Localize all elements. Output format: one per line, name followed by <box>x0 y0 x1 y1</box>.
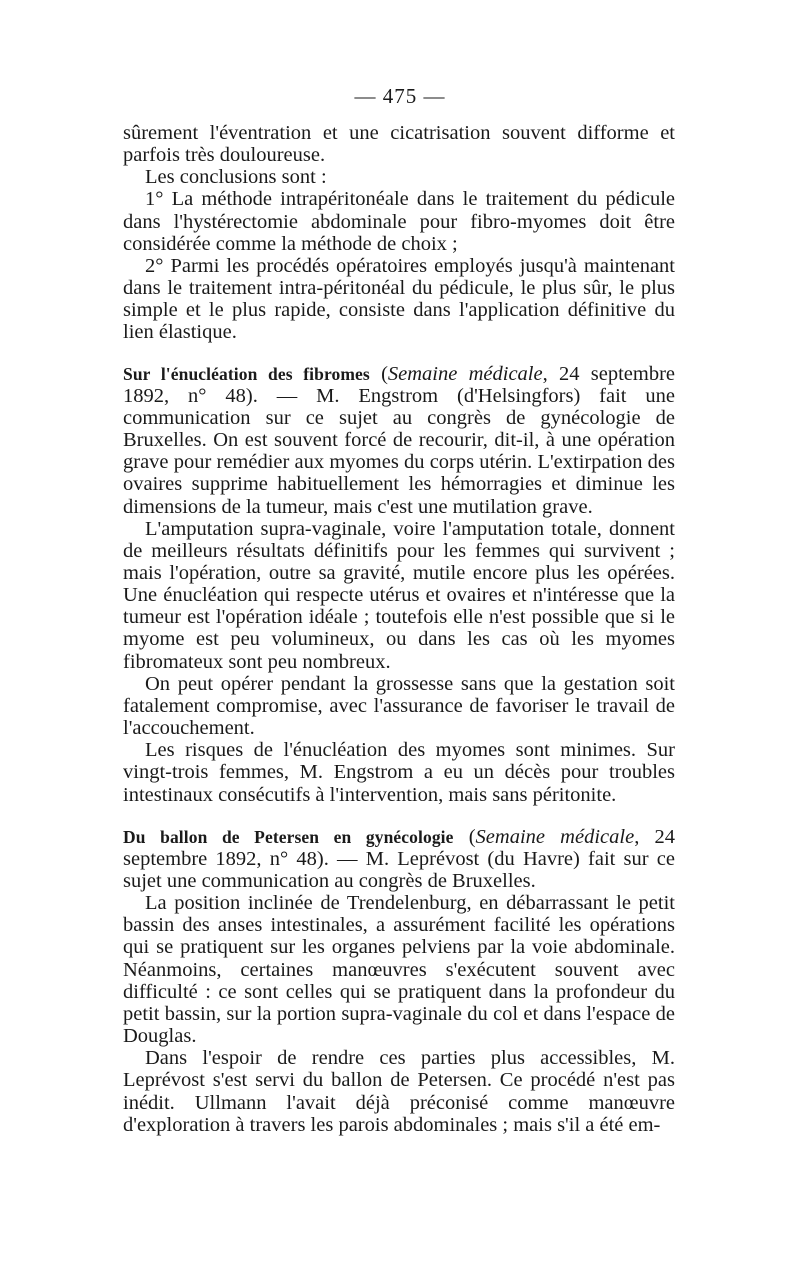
page-text <box>123 122 675 1136</box>
page-number: — 475 — <box>354 84 446 108</box>
section-heading: Sur l'énucléation des fibromes <box>123 363 370 384</box>
citation-text: , 24 septembre 1892, n° 48). — M. Leprévost (du Havre) fait sur ce sujet une communication au congrès de Bruxelles. <box>123 825 676 892</box>
conclusion-item: 1° La méthode intrapéritonéale dans le traitement du pédicule dans l'hystérectomie abdominale pour fibro-myomes doit être considérée comme la méthode de choix ; <box>123 188 675 255</box>
section-enucleation-intro <box>123 363 675 518</box>
citation-text: , 24 septembre 1892, n° 48). — M. Engstrom (d'Helsingfors) fait une communication sur ce sujet au congrès de gynécologie de Bruxelles. On est souvent forcé de recourir, dit-il, à une opération grave pour remédier aux myomes du corps utérin. L'extirpation des ovaires supprime habituellement les hémorragies et diminue les dimensions de la tumeur, mais c'est une mutilation grave. <box>123 362 675 518</box>
section-ballon-intro <box>123 826 675 892</box>
paragraph: La position inclinée de Trendelenburg, en débarrassant le petit bassin des anses intestinales, a assurément facilité les opérations qui se pratiquent sur les organes pelviens par la voie abdominale. Néanmoins, certaines manœuvres s'exécutent souvent avec difficulté : ce sont celles qui se pratiquent dans la profondeur du petit bassin, sur la portion supra-vaginale du col et dans l'espace de Douglas. <box>123 892 675 1048</box>
paragraph: Dans l'espoir de rendre ces parties plus accessibles, M. Leprévost s'est servi du ballon de Petersen. Ce procédé n'est pas inédit. Ullmann l'avait déjà préconisé comme manœuvre d'exploration à travers les parois abdominales ; mais s'il a été em- <box>123 1047 675 1136</box>
paragraph: Les risques de l'énucléation des myomes sont minimes. Sur vingt-trois femmes, M. Engstrom a eu un décès pour troubles intestinaux consécutifs à l'intervention, mais sans péritonite. <box>123 739 675 806</box>
paragraph: L'amputation supra-vaginale, voire l'amputation totale, donnent de meilleurs résultats définitifs pour les femmes qui survivent ; mais l'opération, outre sa gravité, mutile encore plus les opérées. Une énucléation qui respecte utérus et ovaires et n'intéresse que la tumeur est l'opération idéale ; toutefois elle n'est possible que si le myome est peu volumineux, ou dans les cas où les myomes fibromateux sont peu nombreux. <box>123 517 675 673</box>
citation-open: ( <box>453 825 476 848</box>
journal-title: Semaine médicale <box>475 825 635 848</box>
section-heading: Du ballon de Petersen en gynécologie <box>123 826 454 847</box>
paragraph: On peut opérer pendant la grossesse sans que la gestation soit fatalement compromise, avec l'assurance de favoriser le travail de l'accouchement. <box>123 672 675 740</box>
paragraph: Les conclusions sont : <box>145 166 327 189</box>
paragraph: sûrement l'éventration et une cicatrisation souvent difforme et parfois très douloureuse. <box>123 122 675 167</box>
journal-title: Semaine médicale <box>387 362 543 385</box>
conclusion-item: 2° Parmi les procédés opératoires employés jusqu'à maintenant dans le traitement intra-péritonéal du pédicule, le plus sûr, le plus simple et le plus rapide, consiste dans l'application définitive du lien élastique. <box>123 254 675 344</box>
citation-open: ( <box>369 362 388 385</box>
